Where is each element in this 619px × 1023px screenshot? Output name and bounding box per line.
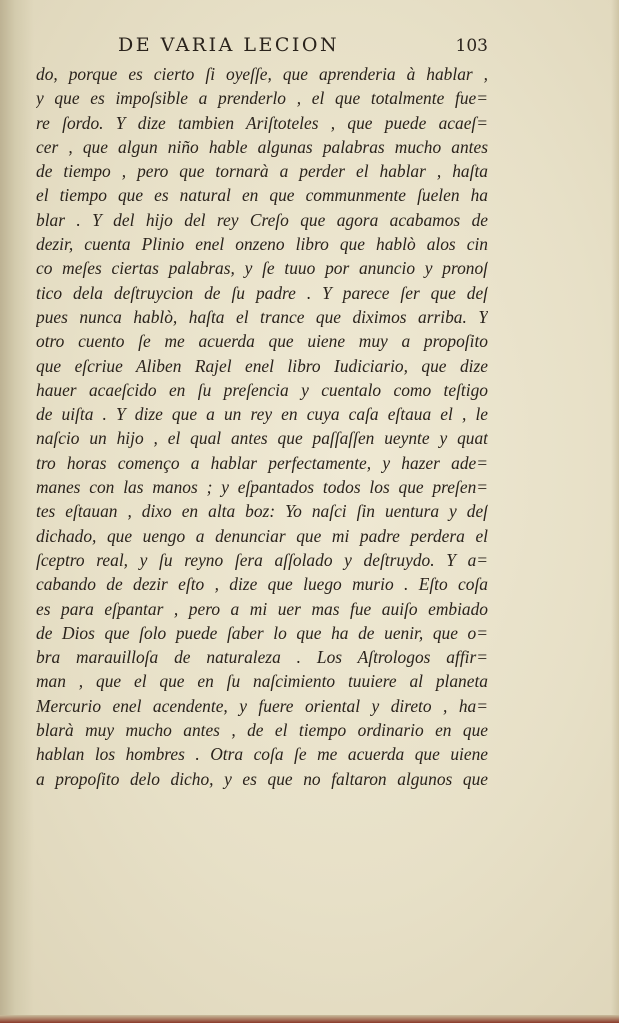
text-line: hablan los hombres . Otra coſa ſe me acuerda que uiene <box>36 744 488 765</box>
text-line: es para eſpantar , pero a mi uer mas fue auiſo embiado <box>36 598 488 619</box>
text-line: dezir, cuenta Plinio enel onzeno libro que hablò alos cin <box>36 234 488 255</box>
text-line: man , que el que en ſu naſcimiento tuuiere al planeta <box>36 671 488 692</box>
text-line: naſcio un hijo , el qual antes que paſſaſſen ueynte y quat <box>36 428 488 449</box>
text-line: de tiempo , pero que tornarà a perder el hablar , haſta <box>36 161 488 182</box>
text-line: cer , que algun niño hable algunas palabras mucho antes <box>36 136 488 157</box>
text-line: que eſcriue Aliben Rajel enel libro Iudiciario, que dize <box>36 355 488 376</box>
text-line: tes eſtauan , dixo en alta boz: Yo naſci ſin uentura y deſ <box>36 501 488 522</box>
text-line: manes con las manos ; y eſpantados todos los que preſen= <box>36 477 488 498</box>
text-line: de uiſta . Y dize que a un rey en cuya caſa eſtaua el , le <box>36 404 488 425</box>
gutter-shadow <box>0 0 34 1023</box>
text-line: tro horas començo a hablar perfectamente, y hazer ade= <box>36 452 488 473</box>
text-line: hauer acaeſcido en ſu preſencia y cuentalo como teſtigo <box>36 379 488 400</box>
text-line: do, porque es cierto ſi oyeſſe, que aprenderia à hablar , <box>36 64 488 84</box>
text-line: de Dios que ſolo puede ſaber lo que ha de uenir, que o= <box>36 622 488 643</box>
text-line: ſceptro real, y ſu reyno ſera aſſolado y deſtruydo. Y a= <box>36 549 488 570</box>
text-line: dichado, que uengo a denunciar que mi padre perdera el <box>36 525 488 546</box>
page-number: 103 <box>455 36 488 56</box>
page-edge-right <box>611 0 619 1023</box>
text-line: blarà muy mucho antes , de el tiempo ordinario en que <box>36 720 488 741</box>
text-line: y que es impoſsible a prenderlo , el que totalmente fue= <box>36 88 488 109</box>
text-line: a propoſito delo dicho, y es que no faltaron algunos que <box>36 768 488 789</box>
text-line: bra marauilloſa de naturaleza . Los Aſtrologos affir= <box>36 647 488 668</box>
text-line: tico dela deſtruycion de ſu padre . Y parece ſer que deſ <box>36 282 488 303</box>
text-line: co meſes ciertas palabras, y ſe tuuo por anuncio y pronoſ <box>36 258 488 279</box>
text-line: el tiempo que es natural en que communmente ſuelen ha <box>36 185 488 206</box>
running-title: DE VARIA LECION <box>118 34 340 56</box>
text-line: Mercurio enel acendente, y fuere oriental y direto , ha= <box>36 695 488 716</box>
text-line: blar . Y del hijo del rey Creſo que agora acabamos de <box>36 209 488 230</box>
page-header <box>38 34 488 60</box>
text-line: pues nunca hablò, haſta el trance que diximos arriba. Y <box>36 306 488 327</box>
page-edge-bottom <box>0 1015 619 1023</box>
text-line: cabando de dezir eſto , dize que luego murio . Eſto coſa <box>36 574 488 595</box>
text-line: re ſordo. Y dize tambien Ariſtoteles , que puede acaeſ= <box>36 112 488 133</box>
text-line: otro cuento ſe me acuerda que uiene muy a propoſito <box>36 331 488 352</box>
body-text <box>36 62 488 791</box>
